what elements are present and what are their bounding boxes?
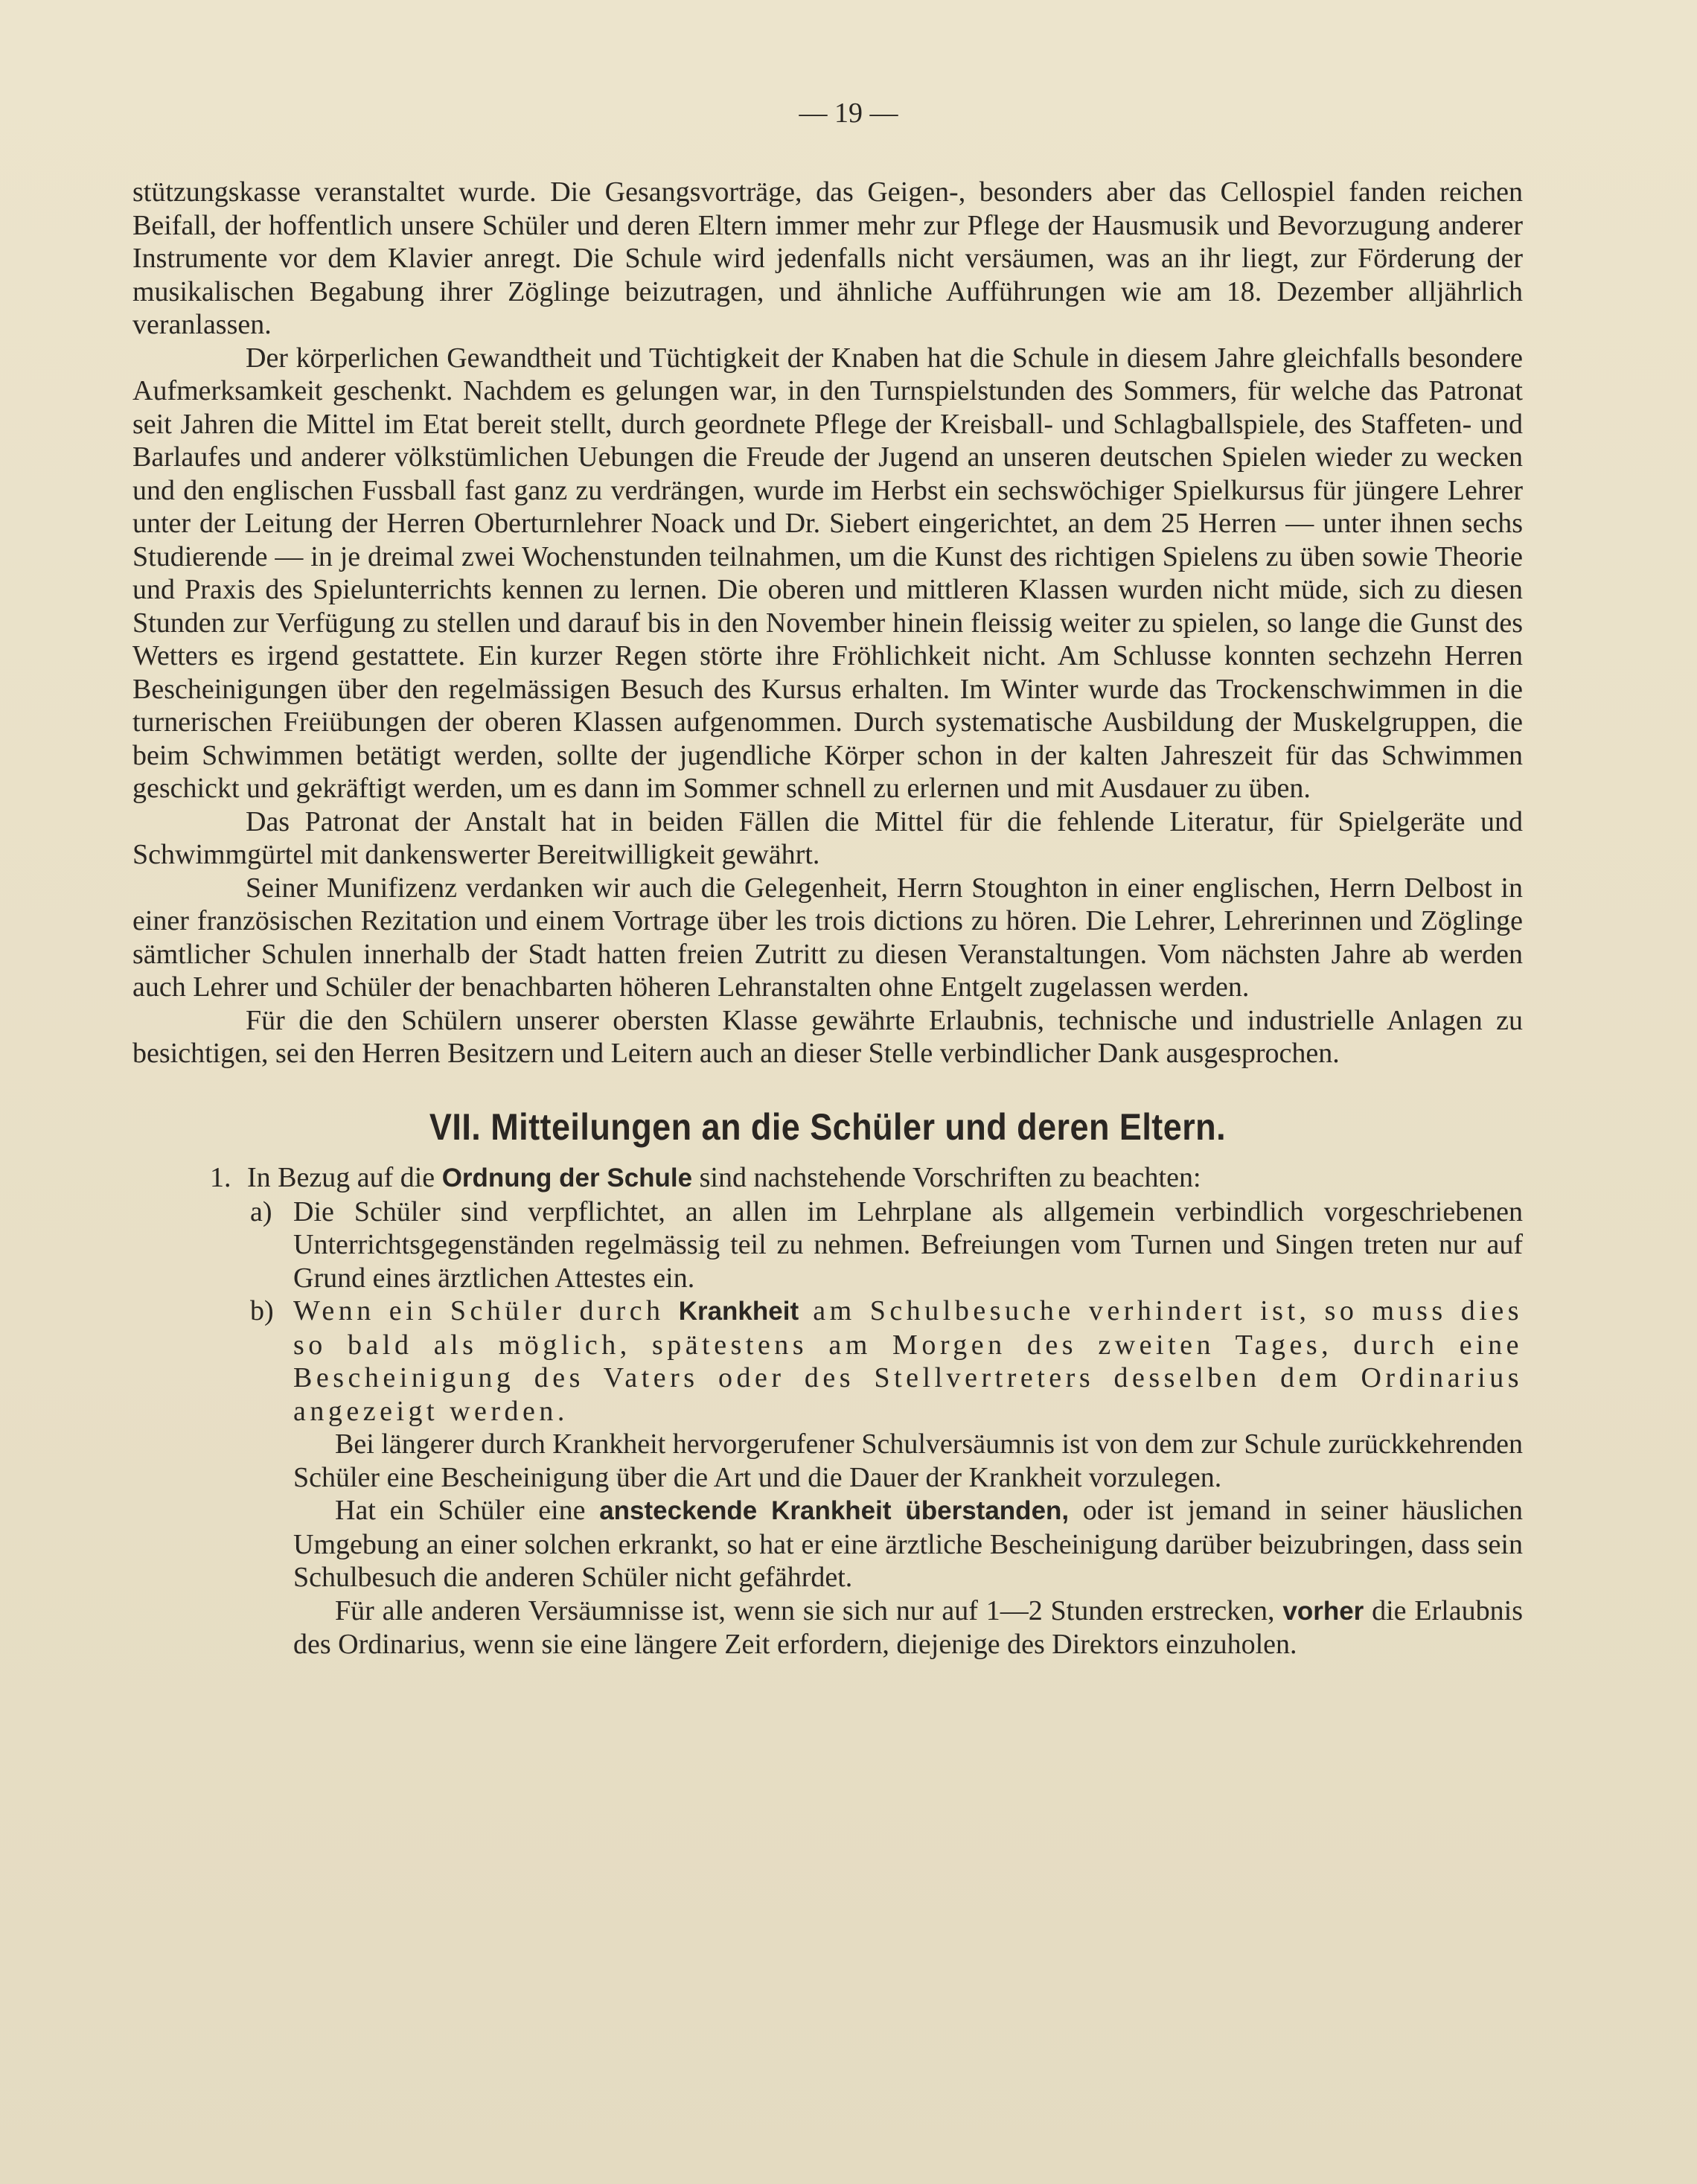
sub-item-b-paragraph-4: Für alle anderen Versäumnisse ist, wenn sie sich nur auf 1—2 Stunden erstrecken, vorher die Erlaubnis des Ordinarius, wenn sie eine längere Zeit erfordern, diejenige des Direktors einzuholen. <box>293 1594 1524 1660</box>
page-number: — 19 — <box>799 98 898 129</box>
sub-item-a <box>132 1195 1523 1295</box>
sub-item-b-text: Wenn ein Schüler durch Krankheit am Schulbesuche verhindert ist, so muss dies so bald als möglich, spätestens am Morgen des zweiten Tages, durch eine Bescheinigung des Vaters oder des Stellvertreters desselben dem Ordinarius angezeigt werden. <box>293 1295 1524 1427</box>
paragraph-5: Für die den Schülern unserer obersten Klasse gewährte Erlaubnis, technische und industrielle Anlagen zu besichtigen, sei den Herren Besitzern und Leitern auch an dieser Stelle verbindlicher Dank ausgesprochen. <box>132 1004 1523 1069</box>
list-item-number: 1. <box>210 1162 231 1193</box>
paragraph-1: stützungskasse veranstaltet wurde. Die Gesangsvorträge, das Geigen-, besonders aber das Cellospiel fanden reichen Beifall, der hoffentlich unsere Schüler und deren Eltern immer mehr zur Pflege der Hausmusik und Bevorzugung anderer Instrumente vor dem Klavier anregt. Die Schule wird jedenfalls nicht versäumen, was an ihr liegt, zur Förderung der musikalischen Begabung ihrer Zöglinge beizutragen, und ähnliche Aufführungen wie am 18. Dezember alljährlich veranlassen. <box>132 176 1523 340</box>
paragraph-3: Das Patronat der Anstalt hat in beiden Fällen die Mittel für die fehlende Literatur, für Spielgeräte und Schwimmgürtel mit dankenswerter Bereitwilligkeit gewährt. <box>132 805 1523 870</box>
paragraph-2: Der körperlichen Gewandtheit und Tüchtigkeit der Knaben hat die Schule in diesem Jahre gleichfalls besondere Aufmerksamkeit geschenkt. Nachdem es gelungen war, in den Turnspielstunden des Sommers, für welche das Patronat seit Jahren die Mittel im Etat bereit stellt, durch geordnete Pflege der Kreisball- und Schlagballspiele, des Staffeten- und Barlaufes und anderer völkstümlichen Uebungen die Freude der Jugend an unseren deutschen Spielen wieder zu wecken und den englischen Fussball fast ganz zu verdrängen, wurde im Herbst ein sechswöchiger Spielkursus für jüngere Lehrer unter der Leitung der Herren Oberturnlehrer Noack und Dr. Siebert eingerichtet, an dem 25 Herren — unter ihnen sechs Studierende — in je dreimal zwei Wochenstunden teilnahmen, um die Kunst des richtigen Spielens zu üben sowie Theorie und Praxis des Spielunterrichts kennen zu lernen. Die oberen und mittleren Klassen wurden nicht müde, sich zu diesen Stunden zur Verfügung zu stellen und darauf bis in den November hinein fleissig weiter zu spielen, so lange die Gunst des Wetters es irgend gestattete. Ein kurzer Regen störte ihre Fröhlichkeit nicht. Am Schlusse konnten sechzehn Herren Bescheinigungen über den regelmässigen Besuch des Kursus erhalten. Im Winter wurde das Trockenschwimmen in die turnerischen Freiübungen der oberen Klassen aufgenommen. Durch systematische Ausbildung der Muskelgruppen, die beim Schwimmen betätigt werden, sollte der jugendliche Körper schon in der kalten Jahreszeit für das Schwimmen geschickt und gekräftigt werden, um es dann im Sommer schnell zu erlernen und mit Ausdauer zu üben. <box>132 342 1523 804</box>
bold-term: ansteckende Krankheit überstanden, <box>599 1496 1070 1525</box>
body-text <box>132 176 1523 1661</box>
bold-term: Krankheit <box>678 1297 799 1326</box>
list-item-1: 1. In Bezug auf die Ordnung der Schule sind nachstehende Vorschriften zu beachten: <box>210 1162 1201 1193</box>
bold-term: Ordnung der Schule <box>441 1163 693 1192</box>
section-heading: VII. Mitteilungen an die Schüler und deren Eltern. <box>429 1105 1227 1148</box>
paragraph-4: Seiner Munifizenz verdanken wir auch die Gelegenheit, Herrn Stoughton in einer englischen, Herrn Delbost in einer französischen Rezitation und einem Vortrage über les trois dictions zu hören. Die Lehrer, Lehrerinnen und Zöglinge sämtlicher Schulen innerhalb der Stadt hatten freien Zutritt zu diesen Veranstaltungen. Vom nächsten Jahre ab werden auch Lehrer und Schüler der benachbarten höheren Lehranstalten ohne Entgelt zugelassen werden. <box>132 872 1523 1003</box>
sub-item-label: b) <box>250 1295 274 1326</box>
sub-item-b-paragraph-2: Bei längerer durch Krankheit hervorgerufener Schulversäumnis ist von dem zur Schule zurückkehrenden Schüler eine Bescheinigung über die Art und die Dauer der Krankheit vorzulegen. <box>293 1428 1523 1493</box>
sub-item-label: a) <box>250 1195 272 1227</box>
sub-item-a-text: Die Schüler sind verpflichtet, an allen im Lehrplane als allgemein verbindlich vorgeschriebenen Unterrichtsgegenständen regelmässig teil zu nehmen. Befreiungen vom Turnen und Singen treten nur auf Grund eines ärztlichen Attestes ein. <box>293 1195 1523 1294</box>
sub-item-b-paragraph-3: Hat ein Schüler eine ansteckende Krankheit überstanden, oder ist jemand in seiner häuslichen Umgebung an einer solchen erkrankt, so hat er eine ärztliche Bescheinigung darüber beizubringen, dass sein Schulbesuch die anderen Schüler nicht gefährdet. <box>293 1495 1523 1593</box>
sub-item-b <box>132 1294 1523 1661</box>
bold-term: vorher <box>1282 1596 1364 1626</box>
